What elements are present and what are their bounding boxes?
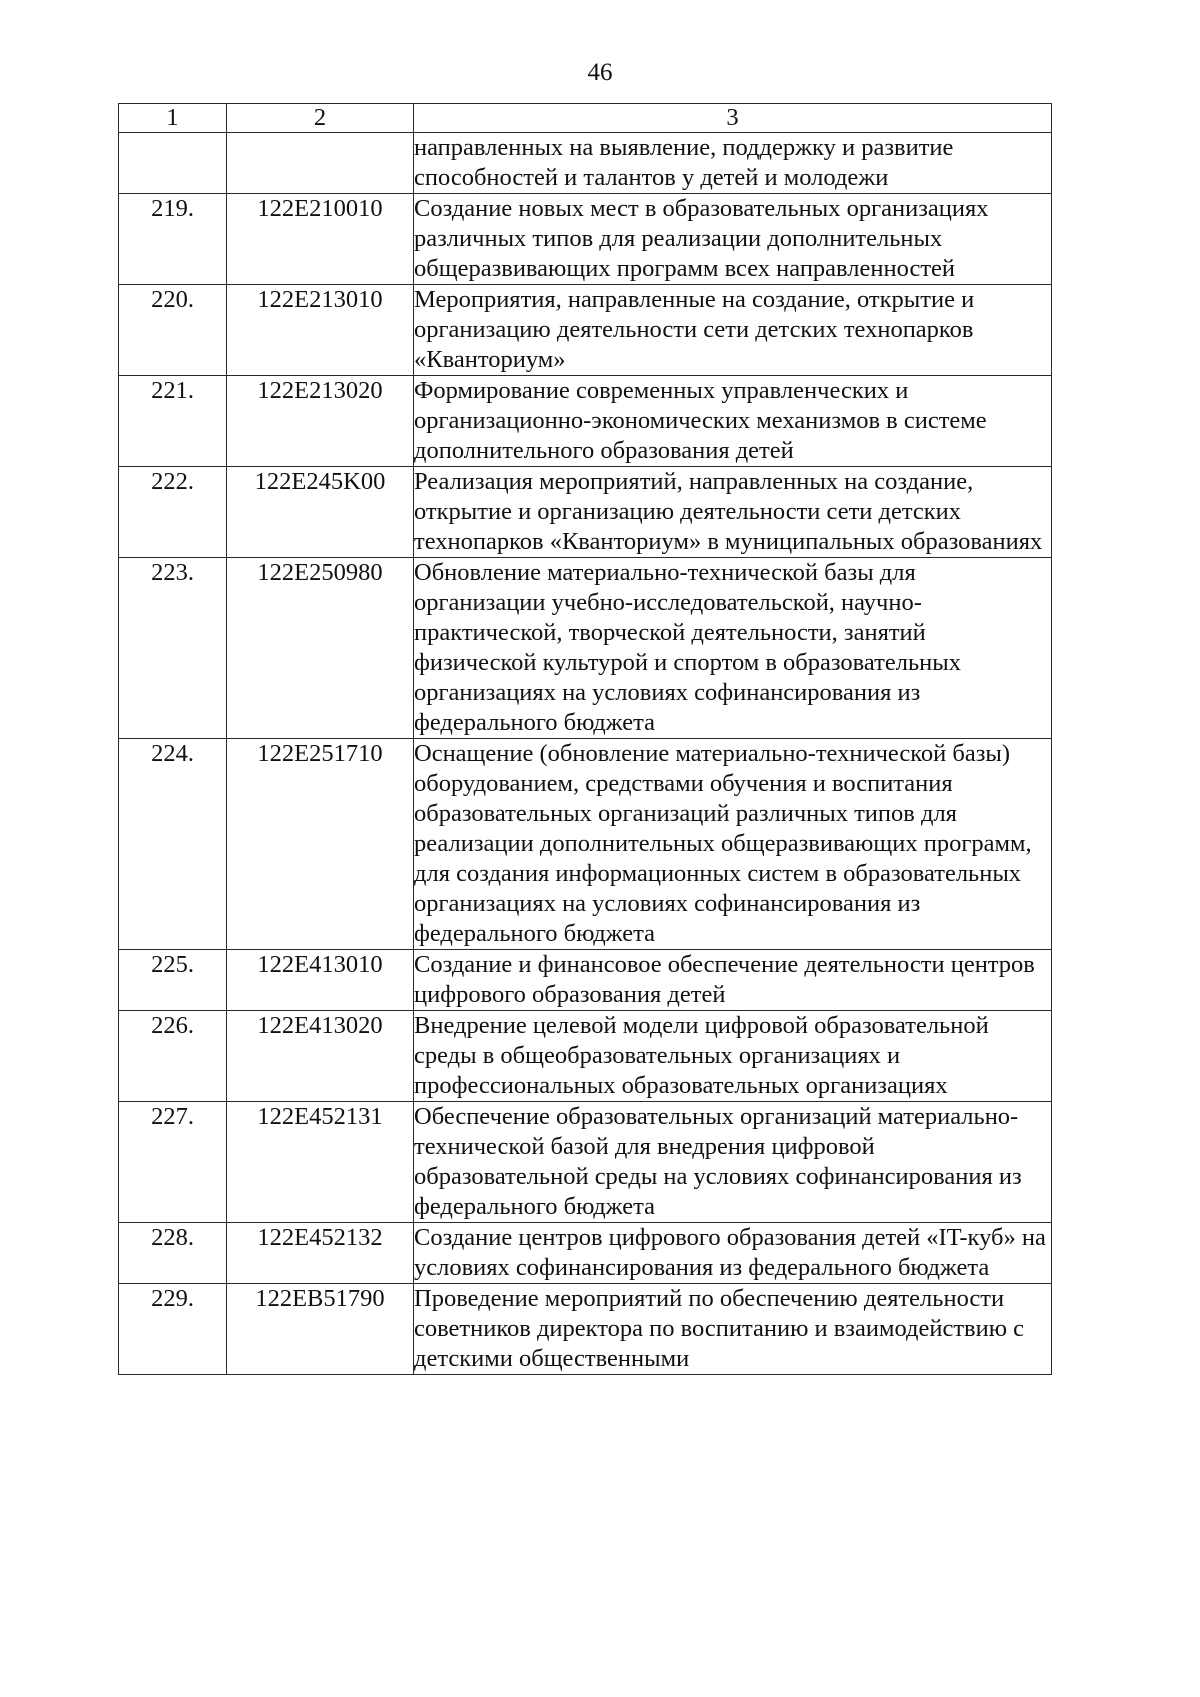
page-number: 46 <box>587 59 613 86</box>
table-row <box>119 133 1052 194</box>
row-code: 122E251710 <box>227 739 414 950</box>
row-description: Реализация мероприятий, направленных на создание, открытие и организацию деятельности сети детских технопарков «Кванториум» в муниципальных образованиях <box>414 467 1052 558</box>
row-number: 220. <box>119 285 227 376</box>
row-number: 222. <box>119 467 227 558</box>
row-code: 122E413010 <box>227 950 414 1011</box>
budget-code-table <box>118 103 1052 1375</box>
row-number: 221. <box>119 376 227 467</box>
column-header-number: 1 <box>119 104 227 133</box>
row-code: 122E250980 <box>227 558 414 739</box>
table-row <box>119 1011 1052 1102</box>
row-code: 122E213020 <box>227 376 414 467</box>
row-code: 122E452132 <box>227 1223 414 1284</box>
row-description: Проведение мероприятий по обеспечению деятельности советников директора по воспитанию и взаимодействию с детскими общественными <box>414 1284 1052 1375</box>
table-row <box>119 467 1052 558</box>
table-row <box>119 1284 1052 1375</box>
row-description: Внедрение целевой модели цифровой образовательной среды в общеобразовательных организациях и профессиональных образовательных организациях <box>414 1011 1052 1102</box>
row-number: 229. <box>119 1284 227 1375</box>
table-header-row <box>119 104 1052 133</box>
row-number: 223. <box>119 558 227 739</box>
table-row <box>119 285 1052 376</box>
row-number: 227. <box>119 1102 227 1223</box>
row-code: 122E245K00 <box>227 467 414 558</box>
column-header-code: 2 <box>227 104 414 133</box>
row-description: Оснащение (обновление материально-технической базы) оборудованием, средствами обучения и воспитания образовательных организаций различных типов для реализации дополнительных общеразвивающих программ, для создания информационных систем в образовательных организациях на условиях софинансирования из федерального бюджета <box>414 739 1052 950</box>
row-number <box>119 133 227 194</box>
row-code: 122E452131 <box>227 1102 414 1223</box>
row-number: 219. <box>119 194 227 285</box>
row-description: Создание новых мест в образовательных организациях различных типов для реализации дополнительных общеразвивающих программ всех направленностей <box>414 194 1052 285</box>
column-header-description: 3 <box>414 104 1052 133</box>
row-description: Обновление материально-технической базы для организации учебно-исследовательской, научно-практической, творческой деятельности, занятий физической культурой и спортом в образовательных организациях на условиях софинансирования из федерального бюджета <box>414 558 1052 739</box>
table-row <box>119 950 1052 1011</box>
table-row <box>119 1102 1052 1223</box>
row-description: Создание центров цифрового образования детей «IT-куб» на условиях софинансирования из федерального бюджета <box>414 1223 1052 1284</box>
row-code: 122E213010 <box>227 285 414 376</box>
row-description: Обеспечение образовательных организаций материально-технической базой для внедрения цифровой образовательной среды на условиях софинансирования из федерального бюджета <box>414 1102 1052 1223</box>
row-code: 122E210010 <box>227 194 414 285</box>
table-row <box>119 1223 1052 1284</box>
table-row <box>119 739 1052 950</box>
row-code: 122EB51790 <box>227 1284 414 1375</box>
row-code <box>227 133 414 194</box>
row-description: Создание и финансовое обеспечение деятельности центров цифрового образования детей <box>414 950 1052 1011</box>
table-row <box>119 194 1052 285</box>
row-number: 226. <box>119 1011 227 1102</box>
row-description: Формирование современных управленческих и организационно-экономических механизмов в системе дополнительного образования детей <box>414 376 1052 467</box>
row-description: Мероприятия, направленные на создание, открытие и организацию деятельности сети детских технопарков «Кванториум» <box>414 285 1052 376</box>
row-code: 122E413020 <box>227 1011 414 1102</box>
table-row <box>119 558 1052 739</box>
table-row <box>119 376 1052 467</box>
row-number: 224. <box>119 739 227 950</box>
row-description: направленных на выявление, поддержку и развитие способностей и талантов у детей и молодежи <box>414 133 1052 194</box>
row-number: 228. <box>119 1223 227 1284</box>
row-number: 225. <box>119 950 227 1011</box>
